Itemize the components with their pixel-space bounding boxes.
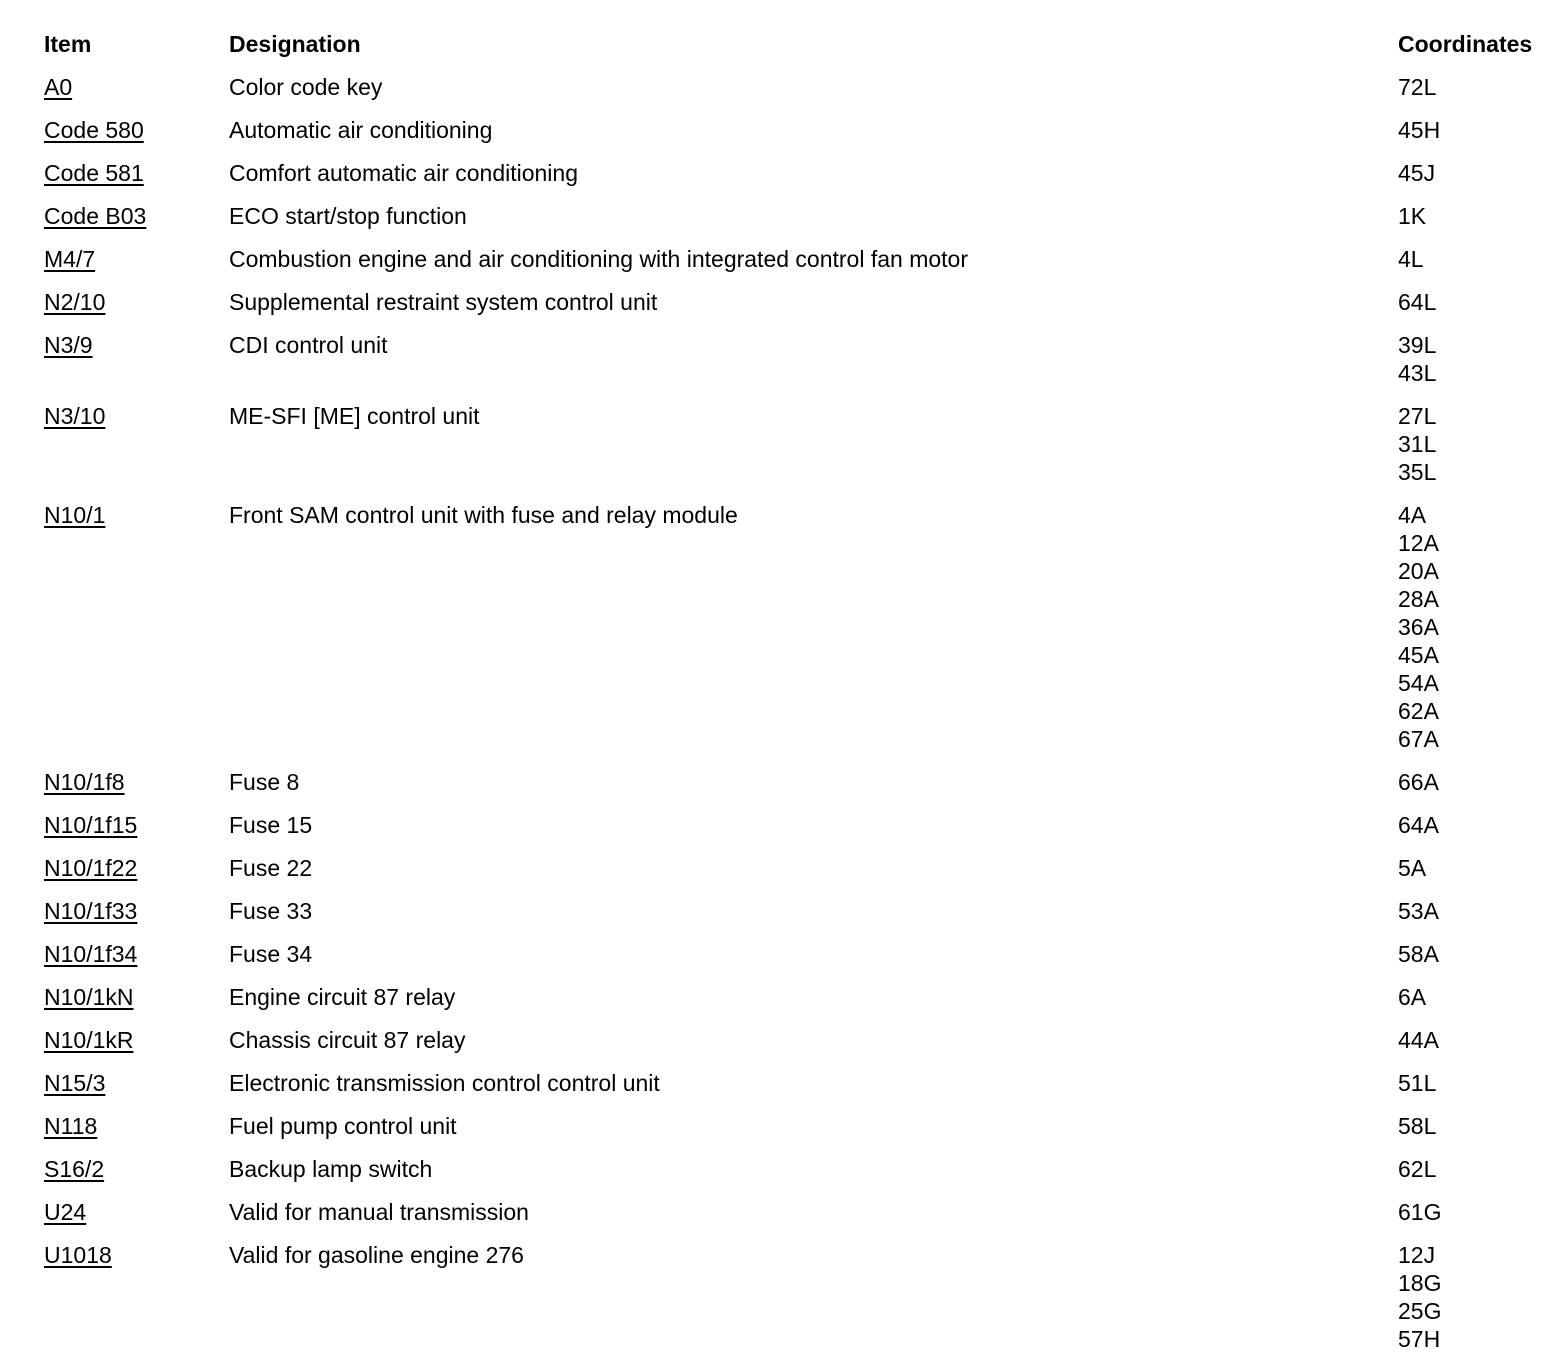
header-coordinates: Coordinates [1398, 31, 1533, 57]
designation-cell: Backup lamp switch [229, 1156, 433, 1182]
coordinates-cell [1398, 331, 1564, 387]
item-link[interactable]: N10/1f33 [44, 898, 138, 924]
item-cell [44, 73, 229, 101]
designation-cell: CDI control unit [229, 332, 388, 358]
item-link[interactable]: N10/1kN [44, 984, 134, 1010]
coordinate-value: 27L [1398, 403, 1437, 429]
item-cell [44, 940, 229, 968]
table-row [44, 1241, 1564, 1368]
item-cell [44, 1155, 229, 1183]
coordinate-value: 28A [1398, 586, 1439, 612]
coordinates-cell [1398, 73, 1564, 101]
item-link[interactable]: Code B03 [44, 203, 147, 229]
designation-cell: Electronic transmission control control unit [229, 1070, 660, 1096]
coordinate-value: 66A [1398, 769, 1439, 795]
item-cell [44, 159, 229, 187]
item-link[interactable]: N10/1f22 [44, 855, 138, 881]
coordinates-cell [1398, 897, 1564, 925]
coordinate-value: 36A [1398, 614, 1439, 640]
table-row [44, 811, 1564, 854]
coordinate-value: 58A [1398, 941, 1439, 967]
coordinate-value: 54A [1398, 670, 1439, 696]
item-cell [44, 288, 229, 316]
coordinate-value: 62L [1398, 1156, 1437, 1182]
coordinate-value: 57H [1398, 1326, 1441, 1352]
legend-body [44, 73, 1564, 1368]
table-row [44, 940, 1564, 983]
table-row [44, 116, 1564, 159]
coordinates-cell [1398, 159, 1564, 187]
coordinate-value: 25G [1398, 1298, 1442, 1324]
designation-cell: Fuse 33 [229, 898, 313, 924]
coordinate-value: 67A [1398, 726, 1439, 752]
designation-cell: Chassis circuit 87 relay [229, 1027, 466, 1053]
coordinates-cell [1398, 1241, 1564, 1353]
table-row [44, 1112, 1564, 1155]
coordinate-value: 18G [1398, 1270, 1442, 1296]
item-link[interactable]: Code 580 [44, 117, 144, 143]
coordinates-cell [1398, 983, 1564, 1011]
designation-cell: ME-SFI [ME] control unit [229, 403, 480, 429]
item-link[interactable]: U1018 [44, 1242, 112, 1268]
designation-cell: Fuse 15 [229, 812, 313, 838]
table-row [44, 402, 1564, 501]
coordinate-value: 45A [1398, 642, 1439, 668]
coordinate-value: 72L [1398, 74, 1437, 100]
coordinates-cell [1398, 854, 1564, 882]
item-link[interactable]: N10/1f34 [44, 941, 138, 967]
item-cell [44, 1026, 229, 1054]
designation-cell: Fuse 8 [229, 769, 300, 795]
coordinates-cell [1398, 1112, 1564, 1140]
table-row [44, 983, 1564, 1026]
table-row [44, 331, 1564, 402]
coordinates-cell [1398, 202, 1564, 230]
coordinates-cell [1398, 1069, 1564, 1097]
item-cell [44, 402, 229, 430]
designation-cell: Color code key [229, 74, 383, 100]
coordinate-value: 35L [1398, 459, 1437, 485]
item-cell [44, 1112, 229, 1140]
item-link[interactable]: A0 [44, 74, 73, 100]
coordinates-cell [1398, 116, 1564, 144]
item-cell [44, 1069, 229, 1097]
coordinate-value: 6A [1398, 984, 1427, 1010]
coordinate-value: 43L [1398, 360, 1437, 386]
item-cell [44, 983, 229, 1011]
coordinate-value: 53A [1398, 898, 1439, 924]
table-row [44, 501, 1564, 768]
item-link[interactable]: N10/1f8 [44, 769, 125, 795]
coordinate-value: 5A [1398, 855, 1427, 881]
component-legend-table [44, 30, 1564, 1368]
coordinates-cell [1398, 768, 1564, 796]
coordinate-value: 4A [1398, 502, 1427, 528]
coordinate-value: 61G [1398, 1199, 1442, 1225]
coordinate-value: 4L [1398, 246, 1424, 272]
item-link[interactable]: U24 [44, 1199, 87, 1225]
item-link[interactable]: N10/1 [44, 502, 106, 528]
coordinate-value: 51L [1398, 1070, 1437, 1096]
table-row [44, 202, 1564, 245]
item-cell [44, 1198, 229, 1226]
table-row [44, 1198, 1564, 1241]
coordinate-value: 39L [1398, 332, 1437, 358]
item-link[interactable]: S16/2 [44, 1156, 105, 1182]
coordinate-value: 45H [1398, 117, 1441, 143]
table-row [44, 1026, 1564, 1069]
coordinate-value: 45J [1398, 160, 1436, 186]
designation-cell: Engine circuit 87 relay [229, 984, 456, 1010]
item-cell [44, 202, 229, 230]
coordinates-cell [1398, 1026, 1564, 1054]
item-link[interactable]: N10/1kR [44, 1027, 134, 1053]
coordinates-cell [1398, 501, 1564, 753]
coordinates-cell [1398, 811, 1564, 839]
coordinates-cell [1398, 245, 1564, 273]
table-row [44, 854, 1564, 897]
coordinate-value: 58L [1398, 1113, 1437, 1139]
coordinates-cell [1398, 940, 1564, 968]
item-cell [44, 331, 229, 359]
coordinate-value: 12A [1398, 530, 1439, 556]
item-link[interactable]: N118 [44, 1113, 98, 1139]
designation-cell: Fuse 34 [229, 941, 313, 967]
designation-cell: Automatic air conditioning [229, 117, 493, 143]
coordinates-cell [1398, 1198, 1564, 1226]
header-designation: Designation [229, 31, 361, 57]
designation-cell: ECO start/stop function [229, 203, 467, 229]
header-item: Item [44, 31, 92, 57]
table-row [44, 73, 1564, 116]
designation-cell: Combustion engine and air conditioning with integrated control fan motor [229, 246, 968, 272]
table-row [44, 1069, 1564, 1112]
table-row [44, 288, 1564, 331]
table-row [44, 897, 1564, 940]
designation-cell: Comfort automatic air conditioning [229, 160, 578, 186]
item-link[interactable]: Code 581 [44, 160, 144, 186]
coordinate-value: 64L [1398, 289, 1437, 315]
coordinate-value: 31L [1398, 431, 1437, 457]
coordinate-value: 62A [1398, 698, 1439, 724]
designation-cell: Fuse 22 [229, 855, 313, 881]
designation-cell: Valid for gasoline engine 276 [229, 1242, 524, 1268]
item-cell [44, 811, 229, 839]
coordinate-value: 12J [1398, 1242, 1436, 1268]
designation-cell: Fuel pump control unit [229, 1113, 457, 1139]
item-link[interactable]: N3/9 [44, 332, 93, 358]
item-link[interactable]: M4/7 [44, 246, 96, 272]
table-row [44, 1155, 1564, 1198]
item-link[interactable]: N10/1f15 [44, 812, 138, 838]
item-cell [44, 501, 229, 529]
item-cell [44, 245, 229, 273]
item-link[interactable]: N15/3 [44, 1070, 106, 1096]
item-cell [44, 116, 229, 144]
designation-cell: Valid for manual transmission [229, 1199, 529, 1225]
designation-cell: Front SAM control unit with fuse and relay module [229, 502, 738, 528]
table-row [44, 245, 1564, 288]
table-row [44, 159, 1564, 202]
legend-header-row [44, 30, 1564, 73]
item-link[interactable]: N3/10 [44, 403, 106, 429]
item-cell [44, 854, 229, 882]
item-link[interactable]: N2/10 [44, 289, 106, 315]
coordinate-value: 64A [1398, 812, 1439, 838]
coordinate-value: 20A [1398, 558, 1439, 584]
item-cell [44, 1241, 229, 1269]
coordinates-cell [1398, 402, 1564, 486]
coordinates-cell [1398, 288, 1564, 316]
table-row [44, 768, 1564, 811]
coordinates-cell [1398, 1155, 1564, 1183]
item-cell [44, 897, 229, 925]
coordinate-value: 1K [1398, 203, 1427, 229]
designation-cell: Supplemental restraint system control unit [229, 289, 658, 315]
coordinate-value: 44A [1398, 1027, 1439, 1053]
item-cell [44, 768, 229, 796]
